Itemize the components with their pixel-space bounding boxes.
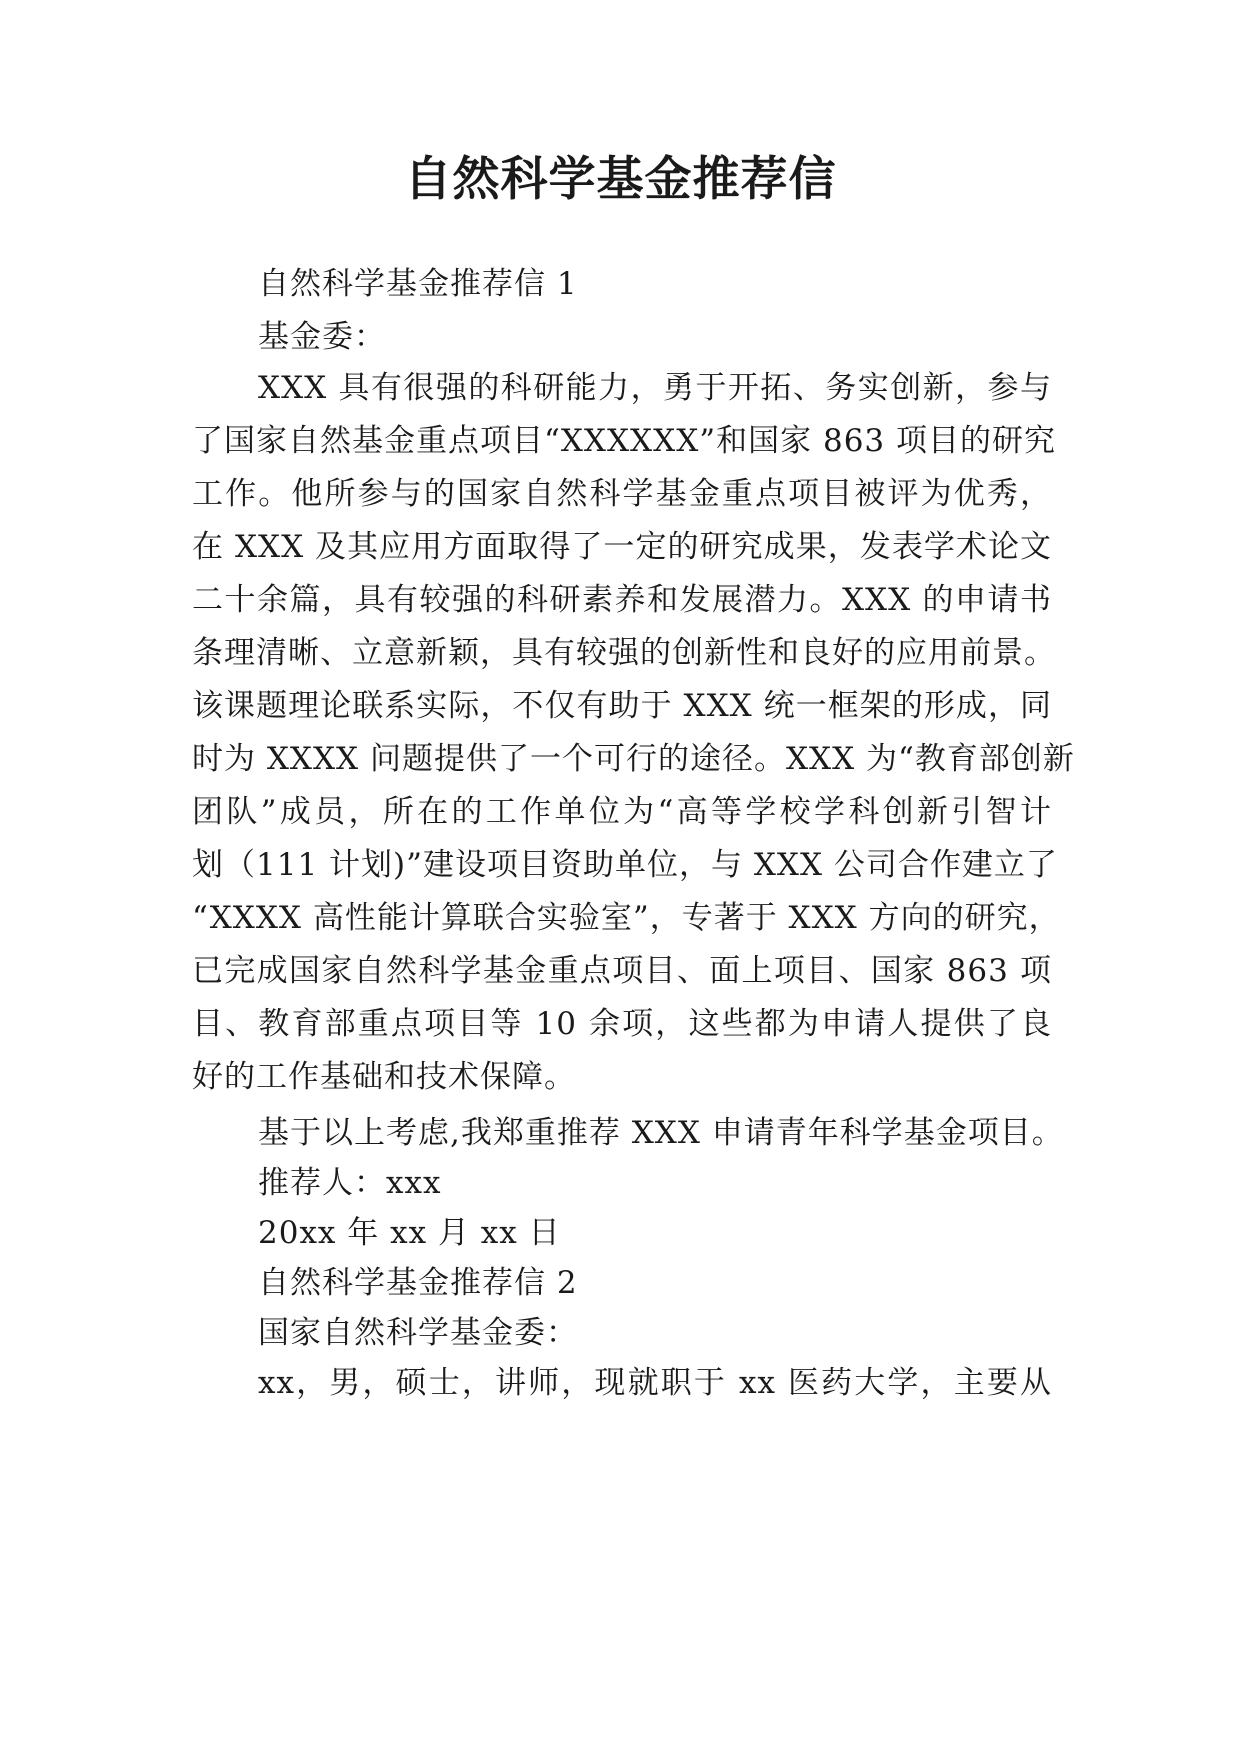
letter1-body-line: 了国家自然基金重点项目“XXXXXX”和国家 863 项目的研究 (192, 423, 1056, 459)
letter1-salutation: 基金委： (258, 319, 386, 355)
letter1-body-line: 条理清晰、立意新颖，具有较强的创新性和良好的应用前景。 (192, 635, 1056, 671)
letter2-salutation: 国家自然科学基金委： (258, 1315, 578, 1351)
letter1-body-line: 好的工作基础和技术保障。 (192, 1059, 576, 1095)
document-title: 自然科学基金推荐信 (404, 152, 837, 207)
letter1-body-line: 目、教育部重点项目等 10 余项，这些都为申请人提供了良 (192, 1006, 1052, 1042)
letter1-signature: 推荐人：xxx (258, 1165, 442, 1201)
letter2-body-line: xx，男，硕士，讲师，现就职于 xx 医药大学，主要从 (258, 1365, 1052, 1401)
letter1-body-line: XXX 具有很强的科研能力，勇于开拓、务实创新，参与 (258, 370, 1052, 406)
letter1-recommendation: 基于以上考虑,我郑重推荐 XXX 申请青年科学基金项目。 (258, 1115, 1064, 1151)
letter1-body-line: “XXXX 高性能计算联合实验室”，专著于 XXX 方向的研究， (192, 900, 1061, 936)
letter1-heading: 自然科学基金推荐信 1 (258, 266, 578, 302)
letter1-body-line: 工作。他所参与的国家自然科学基金重点项目被评为优秀， (192, 476, 1052, 512)
letter1-body-line: 划（111 计划)”建设项目资助单位，与 XXX 公司合作建立了 (192, 847, 1058, 883)
letter1-body-line: 在 XXX 及其应用方面取得了一定的研究成果，发表学术论文 (192, 529, 1052, 565)
letter1-body-line: 二十余篇，具有较强的科研素养和发展潜力。XXX 的申请书 (192, 582, 1052, 618)
letter1-date: 20xx 年 xx 月 xx 日 (258, 1215, 561, 1251)
letter1-body-line: 该课题理论联系实际，不仅有助于 XXX 统一框架的形成，同 (192, 688, 1052, 724)
letter1-body-line: 时为 XXXX 问题提供了一个可行的途径。XXX 为“教育部创新 (192, 741, 1075, 777)
letter2-heading: 自然科学基金推荐信 2 (258, 1265, 578, 1301)
letter1-body-line: 团队”成员，所在的工作单位为“高等学校学科创新引智计 (192, 794, 1052, 830)
letter1-body-line: 已完成国家自然科学基金重点项目、面上项目、国家 863 项 (192, 953, 1052, 989)
